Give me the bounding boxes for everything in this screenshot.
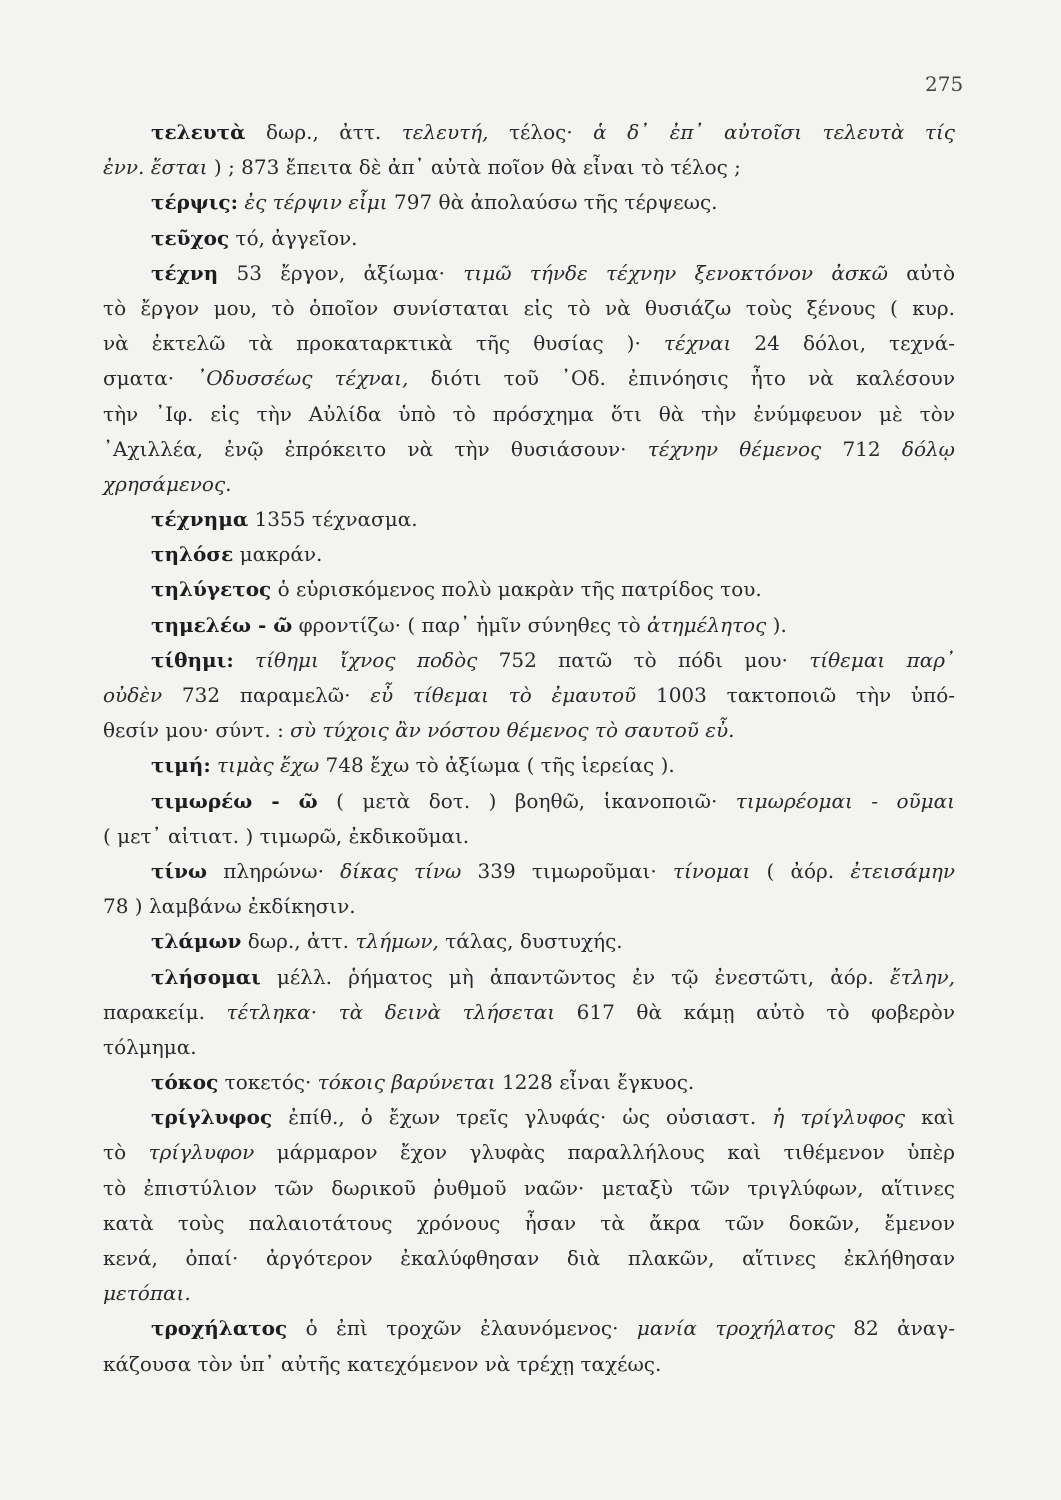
definition-text: κενά, ὀπαί· ἀργότερον ἐκαλύφθησαν διὰ πλακῶν, αἵτινες ἐκλήθησαν (103, 1246, 955, 1270)
quotation: μετόπαι. (103, 1281, 191, 1306)
entry-line (103, 572, 955, 607)
definition-text: τέλος· (488, 120, 594, 144)
definition-text: τὸ ἐπιστύλιον τῶν δωρικοῦ ῥυθμοῦ ναῶν· μεταξὺ τῶν τριγλύφων, αἵτινες (103, 1175, 955, 1200)
definition-text: αὐτὸ (887, 260, 955, 285)
quotation: τλήμων, (355, 929, 439, 954)
headword: τλήσομαι (151, 964, 261, 989)
quotation: ἀτημέλητος (647, 612, 767, 637)
quotation: τίθημι ἴχνος ποδὸς (233, 647, 478, 672)
entry-line (103, 784, 955, 819)
headword: τόκος (151, 1070, 219, 1095)
quotation: δόλῳ (901, 436, 955, 461)
entry-continuation-line (103, 1135, 955, 1170)
quotation: τελευτή, (401, 120, 489, 144)
quotation: εὖ τίθεμαι τὸ ἐμαυτοῦ (370, 683, 637, 707)
definition-text: 53 ἔργον, ἀξίωμα· (218, 260, 464, 285)
headword: τέρψις: (151, 190, 238, 215)
entry-continuation-line (103, 1276, 955, 1311)
definition-text: 1228 εἶναι ἔγκυος. (495, 1070, 695, 1095)
headword: τιμωρέω - ῶ (151, 788, 318, 813)
definition-text: 82 ἀναγ- (834, 1316, 955, 1341)
entry-line (103, 1065, 955, 1100)
definition-text: 1355 τέχνασμα. (248, 507, 418, 532)
quotation: τέχναι (663, 331, 732, 356)
entry-continuation-line (103, 678, 955, 713)
quotation: ἐς τέρψιν εἶμι (237, 190, 388, 215)
headword: τεῦχος (151, 225, 230, 250)
headword: τημελέω - ῶ (151, 612, 293, 637)
quotation: οὐδὲν (103, 683, 163, 707)
entry-line (103, 256, 955, 291)
entry-continuation-line (103, 397, 955, 432)
entry-line (103, 537, 955, 572)
definition-text: τόλμημα. (103, 1034, 197, 1059)
definition-text: τάλας, δυστυχής. (438, 929, 623, 954)
quotation: τιμῶ τήνδε τέχνην ξενοκτόνον ἀσκῶ (463, 260, 888, 285)
definition-text: δωρ., ἀττ. (245, 120, 402, 144)
headword: τίνω (151, 858, 208, 883)
definition-text: παρακείμ. (103, 999, 227, 1024)
entry-line (103, 221, 955, 256)
quotation: τιμωρέομαι - οῦμαι (735, 788, 955, 813)
quotation: χρησάμενος. (103, 471, 232, 496)
headword: τροχήλατος (151, 1316, 288, 1341)
definition-text: 712 (821, 436, 902, 461)
quotation: τιμὰς ἔχω (210, 753, 320, 778)
dictionary-entries (103, 115, 955, 1382)
quotation: ᾿Οδυσσέως τέχναι, (196, 366, 409, 391)
definition-text: 797 θὰ ἀπολαύσω τῆς τέρψεως. (387, 190, 718, 215)
definition-text: ᾿Αχιλλέα, ἐνῷ ἐπρόκειτο νὰ τὴν θυσιάσουν· (103, 436, 648, 461)
quotation: ἐνν. ἔσται (103, 155, 208, 180)
definition-text: δωρ., ἀττ. (241, 929, 356, 954)
quotation: τέχνην θέμενος (647, 436, 822, 461)
quotation: σὺ τύχοις ἂν νόστου θέμενος τὸ σαυτοῦ εὖ. (290, 718, 735, 743)
entry-line (103, 854, 955, 889)
definition-text: καὶ (905, 1105, 955, 1130)
headword: τηλόσε (151, 542, 234, 567)
headword: τέχνημα (151, 507, 249, 532)
entry-continuation-line (103, 1241, 955, 1276)
definition-text: πληρώνω· (207, 858, 341, 883)
definition-text: φροντίζω· ( παρ᾽ ἡμῖν σύνηθες τὸ (292, 612, 648, 637)
definition-text: κάζουσα τὸν ὑπ᾽ αὐτῆς κατεχόμενον νὰ τρέχῃ ταχέως. (103, 1351, 662, 1376)
definition-text: τὸ (103, 1140, 149, 1165)
entry-line (103, 502, 955, 537)
definition-text: ὁ ἐπὶ τροχῶν ἐλαυνόμενος· (287, 1316, 637, 1341)
entry-continuation-line (103, 361, 955, 396)
quotation: ἔτλην, (890, 964, 955, 989)
entry-continuation-line (103, 326, 955, 361)
definition-text: σματα· (103, 366, 197, 391)
headword: τρίγλυφος (151, 1105, 273, 1130)
quotation: τίνομαι (672, 858, 751, 883)
entry-continuation-line (103, 995, 955, 1030)
entry-continuation-line (103, 1030, 955, 1065)
definition-text: 748 ἔχω τὸ ἀξίωμα ( τῆς ἱερείας ). (319, 753, 675, 778)
definition-text: τὴν ᾿Ιφ. εἰς τὴν Αὐλίδα ὑπὸ τὸ πρόσχημα ὅτι θὰ τὴν ἐνύμφευον μὲ τὸν (103, 401, 955, 426)
definition-text: ) ; 873 ἔπειτα δὲ ἀπ᾽ αὐτὰ ποῖον θὰ εἶναι τὸ τέλος ; (207, 155, 741, 180)
quotation: δίκας τίνω (340, 858, 462, 883)
definition-text: 78 ) λαμβάνω ἐκδίκησιν. (103, 894, 356, 919)
entry-continuation-line (103, 432, 955, 467)
definition-text: μακράν. (233, 542, 323, 567)
headword: τέχνη (151, 260, 219, 285)
entry-continuation-line (103, 1206, 955, 1241)
entry-continuation-line (103, 819, 955, 854)
entry-line (103, 924, 955, 959)
definition-text: 752 πατῶ τὸ πόδι μου· (477, 647, 810, 672)
definition-text: τὸ ἔργον μου, τὸ ὁποῖον συνίσταται εἰς τὸ νὰ θυσιάζω τοὺς ξένους ( κυρ. (103, 295, 955, 320)
definition-text: διότι τοῦ ᾿Οδ. ἐπινόησις ἦτο νὰ καλέσουν (408, 366, 955, 391)
entry-line (103, 643, 955, 678)
entry-line (103, 115, 955, 150)
definition-text: μέλλ. ῥήματος μὴ ἀπαντῶντος ἐν τῷ ἐνεστῶτι, ἀόρ. (260, 964, 891, 989)
definition-text: ( μετ᾽ αἰτιατ. ) τιμωρῶ, ἐκδικοῦμαι. (103, 823, 470, 848)
entry-line (103, 960, 955, 995)
definition-text: 339 τιμωροῦμαι· (461, 858, 673, 883)
entry-continuation-line (103, 889, 955, 924)
definition-text: θεσίν μου· σύντ. : (103, 718, 291, 743)
headword: τηλύγετος (151, 577, 272, 602)
definition-text: νὰ ἐκτελῶ τὰ προκαταρκτικὰ τῆς θυσίας )· (103, 331, 664, 356)
definition-text: ( ἀόρ. (750, 858, 851, 883)
entry-line (103, 748, 955, 783)
headword: τιμή: (151, 753, 211, 778)
entry-continuation-line (103, 713, 955, 748)
quotation: τόκοις βαρύνεται (317, 1070, 496, 1095)
quotation: τέτληκα· τὰ δεινὰ τλήσεται (226, 999, 556, 1024)
entry-continuation-line (103, 467, 955, 502)
definition-text: 1003 τακτοποιῶ τὴν ὑπό- (636, 683, 955, 707)
definition-text: κατὰ τοὺς παλαιοτάτους χρόνους ἦσαν τὰ ἄκρα τῶν δοκῶν, ἔμενον (103, 1210, 955, 1235)
definition-text: ( μετὰ δοτ. ) βοηθῶ, ἱκανοποιῶ· (317, 788, 736, 813)
quotation: τρίγλυφον (148, 1140, 255, 1165)
entry-continuation-line (103, 150, 955, 185)
definition-text: μάρμαρον ἔχον γλυφὰς παραλλήλους καὶ τιθέμενον ὑπὲρ (254, 1140, 955, 1165)
quotation: ἐτεισάμην (850, 858, 955, 883)
definition-text: ). (766, 612, 787, 637)
entry-line (103, 608, 955, 643)
definition-text: 617 θὰ κάμῃ αὐτὸ τὸ φοβερὸν (555, 999, 955, 1024)
entry-continuation-line (103, 291, 955, 326)
quotation: μανία τροχήλατος (636, 1316, 835, 1341)
definition-text: 24 δόλοι, τεχνά- (731, 331, 955, 356)
entry-continuation-line (103, 1171, 955, 1206)
definition-text: ἐπίθ., ὁ ἔχων τρεῖς γλυφάς· ὡς οὐσιαστ. (272, 1105, 773, 1130)
headword: τίθημι: (151, 647, 234, 672)
quotation: ἡ τρίγλυφος (772, 1105, 906, 1130)
definition-text: 732 παραμελῶ· (162, 683, 371, 707)
page-number: 275 (925, 72, 964, 96)
headword: τλάμων (151, 929, 242, 954)
entry-line (103, 1100, 955, 1135)
quotation: τίθεμαι παρ᾽ (809, 647, 955, 672)
definition-text: ὁ εὑρισκόμενος πολὺ μακρὰν τῆς πατρίδος του. (271, 577, 762, 602)
definition-text: τοκετός· (218, 1070, 318, 1095)
entry-line (103, 1311, 955, 1346)
quotation: ἁ δ᾽ ἐπ᾽ αὐτοῖσι τελευτὰ τίς (593, 120, 955, 144)
headword: τελευτὰ (151, 120, 246, 144)
entry-continuation-line (103, 1347, 955, 1382)
entry-line (103, 185, 955, 220)
definition-text: τό, ἀγγεῖον. (229, 225, 358, 250)
